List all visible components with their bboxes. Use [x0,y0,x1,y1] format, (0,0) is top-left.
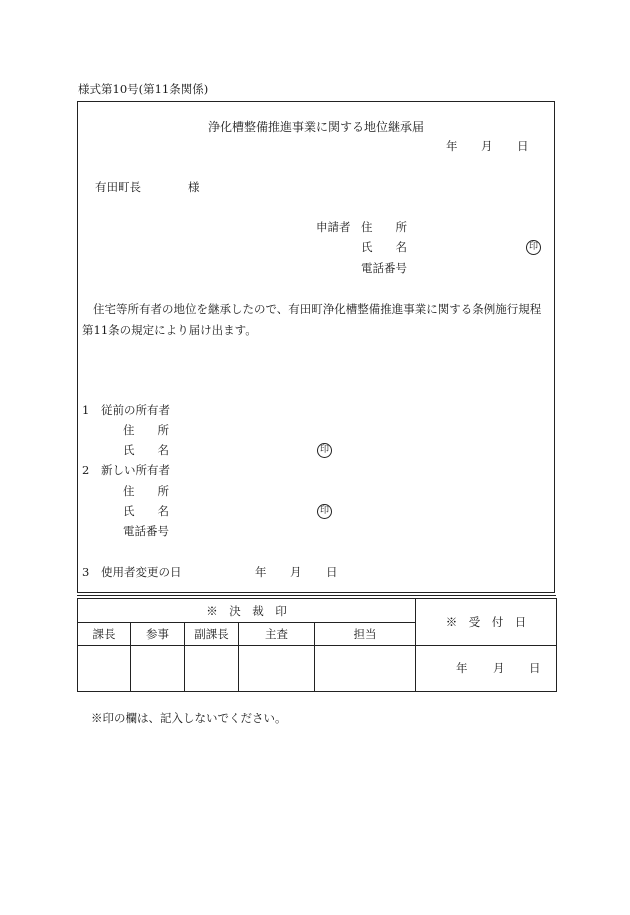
item2-address-label: 住 所 [123,484,169,498]
item3-day-label: 日 [326,565,338,579]
approval-column-header: 副課長 [185,623,239,646]
item2-name-label: 氏 名 [123,504,169,518]
approval-column-header: 課長 [78,623,131,646]
item3-number: 3 [82,565,90,579]
approval-seal-cell[interactable] [185,646,239,692]
date-year-label: 年 [446,139,458,153]
item1-number: 1 [82,403,90,417]
date-month-label: 月 [481,139,493,153]
item1-name-label: 氏 名 [123,443,169,457]
form-body-frame [77,101,555,593]
item3-month-label: 月 [290,565,302,579]
item1-seal-icon: 印 [317,443,332,458]
item1-address-label: 住 所 [123,423,169,437]
addressee-name: 有田町長 [95,180,141,194]
item3-heading: 使用者変更の日 [101,565,182,579]
footer-note: ※印の欄は、記入しないでください。 [91,711,287,725]
item2-heading: 新しい所有者 [101,463,170,477]
approval-seal-cell[interactable] [239,646,315,692]
approval-column-header: 担当 [315,623,416,646]
approval-column-header: 参事 [131,623,185,646]
applicant-seal-icon: 印 [526,240,541,255]
applicant-name-label: 氏 名 [361,240,407,254]
decision-seal-header: ※ 決 裁 印 [78,599,416,623]
body-text-line-1: 住宅等所有者の地位を継承したので、有田町浄化槽整備推進事業に関する条例施行規程 [93,302,542,316]
item1-heading: 従前の所有者 [101,403,170,417]
item2-number: 2 [82,463,90,477]
reception-day-label: 日 [529,661,541,675]
item2-phone-label: 電話番号 [123,524,169,538]
date-day-label: 日 [517,139,529,153]
applicant-phone-label: 電話番号 [361,261,407,275]
item2-seal-icon: 印 [317,504,332,519]
body-text-line-2: 第11条の規定により届け出ます。 [82,323,257,337]
approval-column-header: 主査 [239,623,315,646]
approval-seal-cell[interactable] [315,646,416,692]
approval-seal-cell[interactable] [131,646,185,692]
reception-month-label: 月 [493,661,505,675]
reception-date-header: ※ 受 付 日 [416,599,557,646]
approval-seal-cell[interactable] [78,646,131,692]
item3-year-label: 年 [255,565,267,579]
applicant-prefix: 申請者 [316,220,351,234]
reception-year-label: 年 [456,661,468,675]
table-double-rule [77,595,556,596]
applicant-address-label: 住 所 [361,220,407,234]
form-title: 浄化槽整備推進事業に関する地位継承届 [208,120,425,134]
form-number: 様式第10号(第11条関係) [78,82,209,96]
addressee-honorific: 様 [188,180,200,194]
reception-date-cell[interactable] [416,646,557,692]
approval-table [77,598,557,692]
